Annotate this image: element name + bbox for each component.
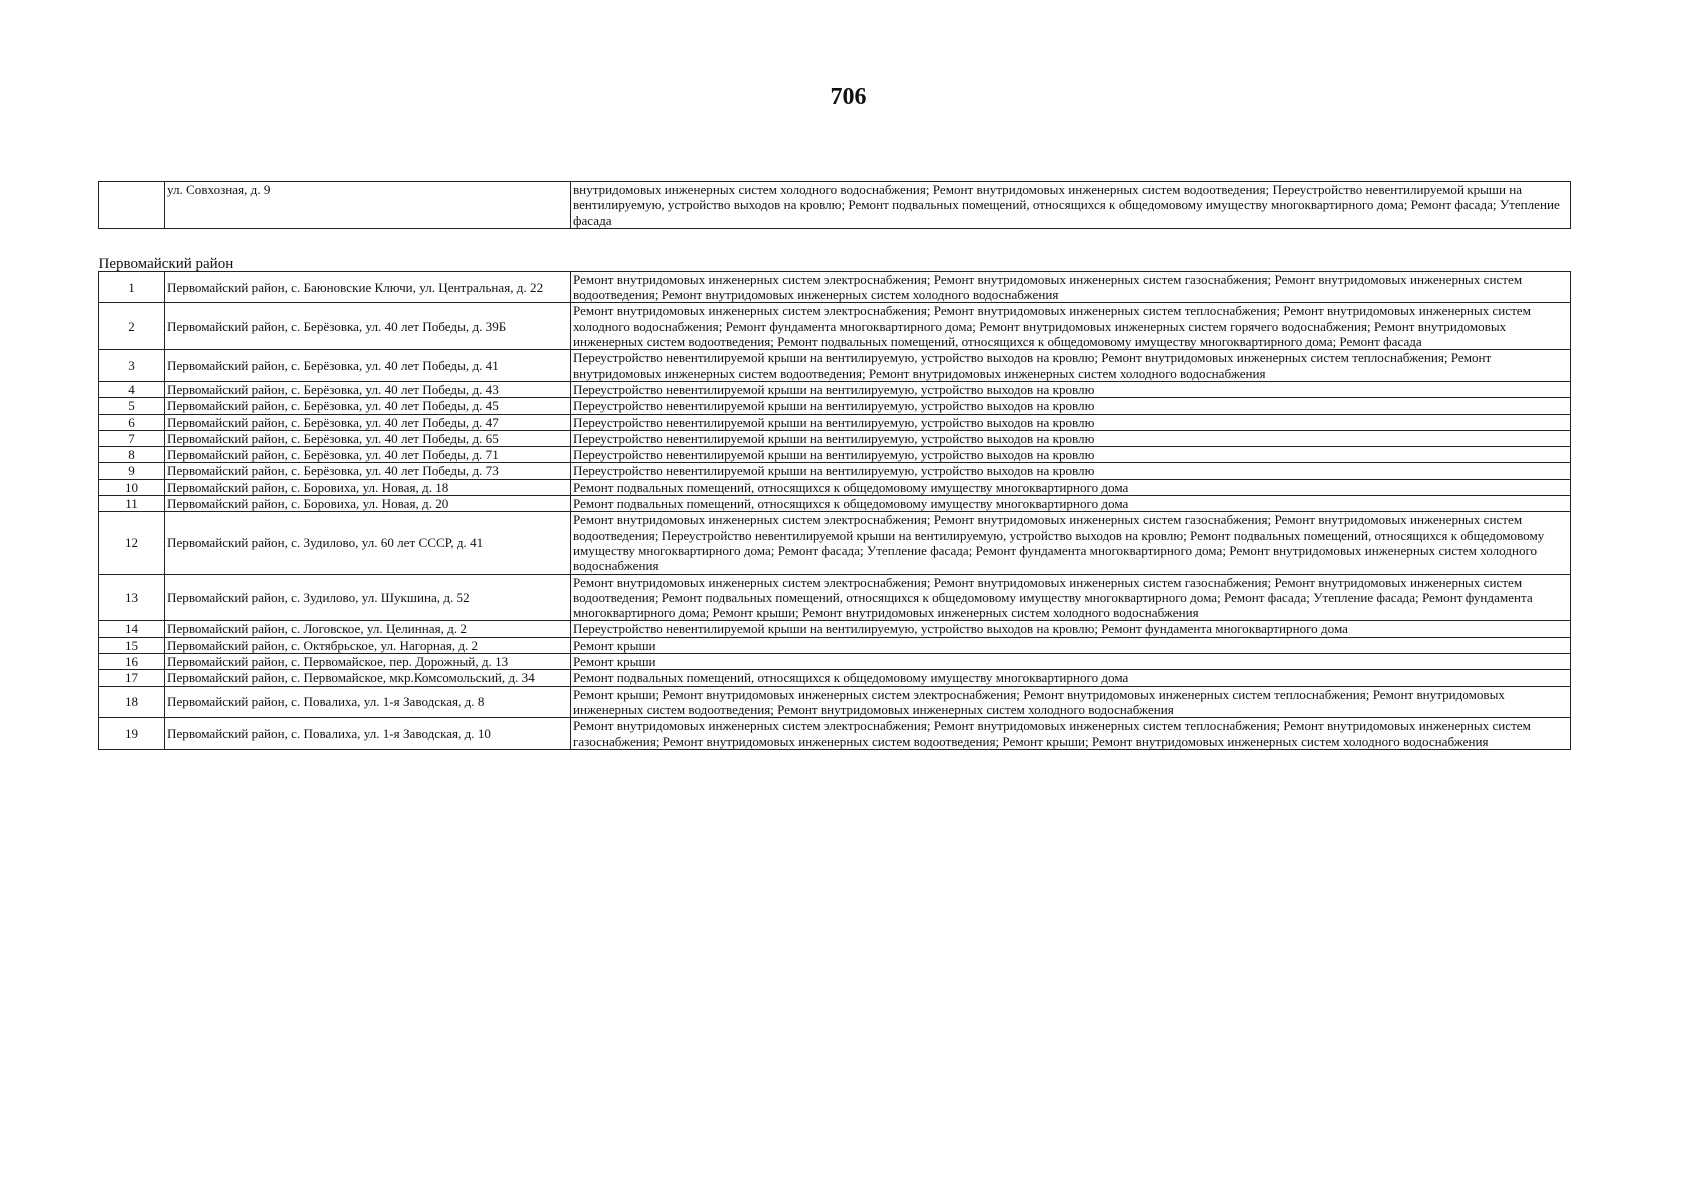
- table-row: [99, 512, 1571, 574]
- row-number: 15: [99, 637, 165, 653]
- row-works: Переустройство невентилируемой крыши на вентилируемую, устройство выходов на кровлю: [571, 414, 1571, 430]
- table-row: [99, 398, 1571, 414]
- table-row: [99, 621, 1571, 637]
- row-works: Ремонт крыши: [571, 637, 1571, 653]
- table-row: [99, 670, 1571, 686]
- row-address: Первомайский район, с. Берёзовка, ул. 40 лет Победы, д. 41: [165, 350, 571, 382]
- row-address: Первомайский район, с. Октябрьское, ул. Нагорная, д. 2: [165, 637, 571, 653]
- table-row: [99, 718, 1571, 750]
- row-number: 7: [99, 430, 165, 446]
- row-number: 10: [99, 479, 165, 495]
- row-works: Ремонт внутридомовых инженерных систем электроснабжения; Ремонт внутридомовых инженерных систем газоснабжения; Ремонт внутридомовых инженерных систем водоотведения; Ремонт внутридомовых инженерных систем холодного водоснабжения: [571, 271, 1571, 303]
- row-number: 8: [99, 447, 165, 463]
- row-number: 18: [99, 686, 165, 718]
- row-works: Переустройство невентилируемой крыши на вентилируемую, устройство выходов на кровлю; Ремонт внутридомовых инженерных систем теплоснабжения; Ремонт внутридомовых инженерных систем водоотведения; Ремонт внутридомовых инженерных систем холодного водоснабжения: [571, 350, 1571, 382]
- row-address: ул. Совхозная, д. 9: [165, 182, 571, 229]
- row-works: Переустройство невентилируемой крыши на вентилируемую, устройство выходов на кровлю: [571, 430, 1571, 446]
- row-address: Первомайский район, с. Зудилово, ул. 60 лет СССР, д. 41: [165, 512, 571, 574]
- row-number: 12: [99, 512, 165, 574]
- row-address: Первомайский район, с. Логовское, ул. Целинная, д. 2: [165, 621, 571, 637]
- row-works: Переустройство невентилируемой крыши на вентилируемую, устройство выходов на кровлю: [571, 463, 1571, 479]
- row-number: 19: [99, 718, 165, 750]
- row-works: Ремонт крыши; Ремонт внутридомовых инженерных систем электроснабжения; Ремонт внутридомовых инженерных систем теплоснабжения; Ремонт внутридомовых инженерных систем водоотведения; Ремонт внутридомовых инженерных систем холодного водоснабжения: [571, 686, 1571, 718]
- table-row: [99, 637, 1571, 653]
- row-works: Ремонт внутридомовых инженерных систем электроснабжения; Ремонт внутридомовых инженерных систем теплоснабжения; Ремонт внутридомовых инженерных систем холодного водоснабжения; Ремонт фундамента многоквартирного дома; Ремонт внутридомовых инженерных систем горячего водоснабжения; Ремонт внутридомовых инженерных систем водоотведения; Ремонт подвальных помещений, относящихся к общедомовому имуществу многоквартирного дома; Ремонт фасада: [571, 303, 1571, 350]
- page-number: 706: [830, 84, 867, 110]
- row-number: 13: [99, 574, 165, 621]
- row-works: Ремонт внутридомовых инженерных систем электроснабжения; Ремонт внутридомовых инженерных систем газоснабжения; Ремонт внутридомовых инженерных систем водоотведения; Ремонт подвальных помещений, относящихся к общедомовому имуществу многоквартирного дома; Ремонт фасада; Утепление фасада; Ремонт фундамента многоквартирного дома; Ремонт крыши; Ремонт внутридомовых инженерных систем холодного водоснабжения: [571, 574, 1571, 621]
- table-row: [99, 381, 1571, 397]
- row-address: Первомайский район, с. Повалиха, ул. 1-я Заводская, д. 8: [165, 686, 571, 718]
- row-number: 6: [99, 414, 165, 430]
- table-row: [99, 574, 1571, 621]
- table-row: [99, 414, 1571, 430]
- row-works: Ремонт внутридомовых инженерных систем электроснабжения; Ремонт внутридомовых инженерных систем газоснабжения; Ремонт внутридомовых инженерных систем водоотведения; Переустройство невентилируемой крыши на вентилируемую, устройство выходов на кровлю; Ремонт подвальных помещений, относящихся к общедомовому имуществу многоквартирного дома; Ремонт фасада; Утепление фасада; Ремонт фундамента многоквартирного дома; Ремонт внутридомовых инженерных систем холодного водоснабжения: [571, 512, 1571, 574]
- row-address: Первомайский район, с. Берёзовка, ул. 40 лет Победы, д. 39Б: [165, 303, 571, 350]
- table-row: [99, 654, 1571, 670]
- row-number: 1: [99, 271, 165, 303]
- table-row: [99, 447, 1571, 463]
- table-row: [99, 303, 1571, 350]
- repair-program-table: [98, 181, 1571, 750]
- table-row: [99, 463, 1571, 479]
- row-number: [99, 182, 165, 229]
- row-number: 5: [99, 398, 165, 414]
- row-works: Переустройство невентилируемой крыши на вентилируемую, устройство выходов на кровлю: [571, 381, 1571, 397]
- row-address: Первомайский район, с. Берёзовка, ул. 40 лет Победы, д. 45: [165, 398, 571, 414]
- row-works: Ремонт внутридомовых инженерных систем электроснабжения; Ремонт внутридомовых инженерных систем теплоснабжения; Ремонт внутридомовых инженерных систем газоснабжения; Ремонт внутридомовых инженерных систем водоотведения; Ремонт крыши; Ремонт внутридомовых инженерных систем холодного водоснабжения: [571, 718, 1571, 750]
- table-row: [99, 350, 1571, 382]
- row-works: Ремонт подвальных помещений, относящихся к общедомовому имуществу многоквартирного дома: [571, 479, 1571, 495]
- row-number: 11: [99, 496, 165, 512]
- row-number: 16: [99, 654, 165, 670]
- row-works: внутридомовых инженерных систем холодного водоснабжения; Ремонт внутридомовых инженерных систем водоотведения; Переустройство невентилируемой крыши на вентилируемую, устройство выходов на кровлю; Ремонт подвальных помещений, относящихся к общедомовому имуществу многоквартирного дома; Ремонт фасада; Утепление фасада: [571, 182, 1571, 229]
- row-works: Переустройство невентилируемой крыши на вентилируемую, устройство выходов на кровлю: [571, 447, 1571, 463]
- row-number: 14: [99, 621, 165, 637]
- district-header-row: [99, 228, 1571, 271]
- row-number: 3: [99, 350, 165, 382]
- row-address: Первомайский район, с. Берёзовка, ул. 40 лет Победы, д. 71: [165, 447, 571, 463]
- table-row: [99, 182, 1571, 229]
- table-row: [99, 496, 1571, 512]
- row-works: Ремонт подвальных помещений, относящихся к общедомовому имуществу многоквартирного дома: [571, 670, 1571, 686]
- row-address: Первомайский район, с. Баюновские Ключи, ул. Центральная, д. 22: [165, 271, 571, 303]
- row-address: Первомайский район, с. Зудилово, ул. Шукшина, д. 52: [165, 574, 571, 621]
- row-address: Первомайский район, с. Боровиха, ул. Новая, д. 18: [165, 479, 571, 495]
- row-works: Переустройство невентилируемой крыши на вентилируемую, устройство выходов на кровлю; Ремонт фундамента многоквартирного дома: [571, 621, 1571, 637]
- table-row: [99, 271, 1571, 303]
- table-row: [99, 430, 1571, 446]
- row-address: Первомайский район, с. Повалиха, ул. 1-я Заводская, д. 10: [165, 718, 571, 750]
- row-number: 4: [99, 381, 165, 397]
- row-address: Первомайский район, с. Берёзовка, ул. 40 лет Победы, д. 65: [165, 430, 571, 446]
- row-address: Первомайский район, с. Боровиха, ул. Новая, д. 20: [165, 496, 571, 512]
- row-number: 9: [99, 463, 165, 479]
- row-works: Ремонт подвальных помещений, относящихся к общедомовому имуществу многоквартирного дома: [571, 496, 1571, 512]
- row-address: Первомайский район, с. Берёзовка, ул. 40 лет Победы, д. 73: [165, 463, 571, 479]
- row-works: Ремонт крыши: [571, 654, 1571, 670]
- table-row: [99, 686, 1571, 718]
- row-address: Первомайский район, с. Берёзовка, ул. 40 лет Победы, д. 43: [165, 381, 571, 397]
- row-address: Первомайский район, с. Берёзовка, ул. 40 лет Победы, д. 47: [165, 414, 571, 430]
- district-title: Первомайский район: [99, 228, 1571, 271]
- row-address: Первомайский район, с. Первомайское, пер. Дорожный, д. 13: [165, 654, 571, 670]
- row-number: 2: [99, 303, 165, 350]
- table-row: [99, 479, 1571, 495]
- row-works: Переустройство невентилируемой крыши на вентилируемую, устройство выходов на кровлю: [571, 398, 1571, 414]
- row-number: 17: [99, 670, 165, 686]
- row-address: Первомайский район, с. Первомайское, мкр.Комсомольский, д. 34: [165, 670, 571, 686]
